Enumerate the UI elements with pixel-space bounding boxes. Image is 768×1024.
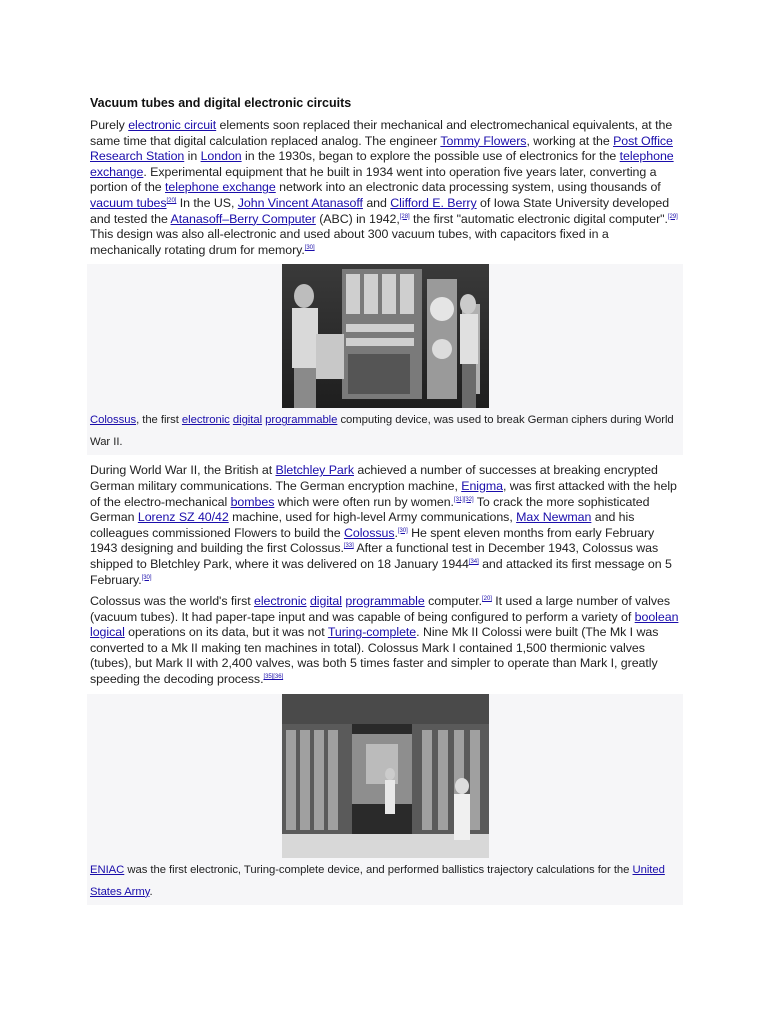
figure-colossus [87,264,683,455]
link-tommy-flowers[interactable]: Tommy Flowers [440,133,527,148]
link-enigma[interactable]: Enigma [461,478,503,493]
link-colossus[interactable]: Colossus [90,414,137,427]
citation-ref[interactable]: [29] [667,213,678,220]
link-digital-2[interactable]: digital [309,594,342,609]
figure-eniac [87,694,683,905]
link-colossus-2[interactable]: Colossus [343,525,395,540]
link-electronic[interactable]: electronic [181,414,230,427]
link-john-vincent-atanasoff[interactable]: John Vincent Atanasoff [237,195,363,210]
citation-ref[interactable]: [30] [141,574,152,581]
link-atanasoff-berry-computer[interactable]: Atanasoff–Berry Computer [170,211,316,226]
section-heading: Vacuum tubes and digital electronic circuits [90,96,352,110]
citation-ref[interactable]: [30] [304,244,315,251]
eniac-photo [282,694,489,858]
link-programmable-2[interactable]: programmable [345,594,425,609]
figure-caption: ENIAC was the first electronic, Turing-complete device, and performed ballistics trajectory calculations for the United States Army. [90,863,665,898]
link-london[interactable]: London [200,149,242,164]
link-bombes[interactable]: bombes [230,494,275,509]
paragraph-colossus-details: Colossus was the world's first electronic digital programmable computer.[20] It used a large number of valves (vacuum tubes). It had paper-tape input and was capable of being configured to perform a variety of boolean logical operations on its data, but it was not Turing-complete. Nine Mk II Colossi were built (The Mk I was converted to a Mk II making ten machines in total). Colossus Mark I contained 1,500 thermionic valves (tubes), but Mark II with 2,400 valves, was both 5 times faster and simpler to operate than Mark I, greatly speeding the decoding process.[35][36] [90,594,679,687]
link-clifford-berry[interactable]: Clifford E. Berry [390,195,477,210]
link-boolean-logical[interactable]: boolean logical [90,609,679,640]
link-post-office-research-station[interactable]: Post Office Research Station [90,133,673,164]
link-telephone-exchange[interactable]: telephone exchange [90,149,674,179]
citation-ref[interactable]: [35][36] [263,674,284,681]
link-turing-complete[interactable]: Turing-complete [327,625,417,640]
paragraph-early-electronics: Purely electronic circuit elements soon replaced their mechanical and electromechanical equivalents, at the same time that digital calculation replaced analog. The engineer Tommy Flowers, working at the Post Office Research Station in London in the 1930s, began to explore the possible use of electronics for the telephone exchange. Experimental equipment that he built in 1934 went into operation five years later, converting a portion of the telephone exchange network into an electronic data processing system, using thousands of vacuum tubes[20] In the US, John Vincent Atanasoff and Clifford E. Berry of Iowa State University developed and tested the Atanasoff–Berry Computer (ABC) in 1942,[28] the first "automatic electronic digital computer".[29] This design was also all-electronic and used about 300 vacuum tubes, with capacitors fixed in a mechanically rotating drum for memory.[30] [90,118,678,257]
citation-ref[interactable]: [33] [343,543,354,550]
link-electronic-circuit[interactable]: electronic circuit [128,118,217,132]
link-vacuum-tubes[interactable]: vacuum tubes [90,195,167,210]
link-programmable[interactable]: programmable [265,414,338,427]
citation-ref[interactable]: [20] [482,596,492,603]
paragraph-bletchley-park: During World War II, the British at Bletchley Park achieved a number of successes at breaking encrypted German military communications. The German encryption machine, Enigma, was first attacked with the help of the electro-mechanical bombes which were often run by women.[31][32] To crack the more sophisticated German Lorenz SZ 40/42 machine, used for high-level Army communications, Max Newman and his colleagues commissioned Flowers to build the Colossus.[30] He spent eleven months from early February 1943 designing and building the first Colossus.[33] After a functional test in December 1943, Colossus was shipped to Bletchley Park, where it was delivered on 18 January 1944[34] and attacked its first message on 5 February.[30] [90,463,677,587]
citation-ref[interactable]: [31][32] [453,496,474,503]
link-united-states-army[interactable]: United States Army [90,863,665,898]
link-digital[interactable]: digital [232,414,263,427]
link-lorenz[interactable]: Lorenz SZ 40/42 [137,510,229,525]
link-eniac[interactable]: ENIAC [90,863,125,876]
citation-ref[interactable]: [34] [468,558,479,565]
colossus-photo [282,264,489,408]
figure-caption: Colossus, the first electronic digital programmable computing device, was used to break German ciphers during World War II. [90,414,674,449]
link-bletchley-park[interactable]: Bletchley Park [275,463,354,478]
link-max-newman[interactable]: Max Newman [516,510,592,525]
citation-ref[interactable]: [28] [399,213,410,220]
citation-ref[interactable]: [30] [397,527,408,534]
article-section [90,96,680,913]
citation-ref[interactable]: [20] [166,197,177,204]
link-telephone-exchange-2[interactable]: telephone exchange [165,180,276,195]
link-electronic-2[interactable]: electronic [254,594,307,609]
